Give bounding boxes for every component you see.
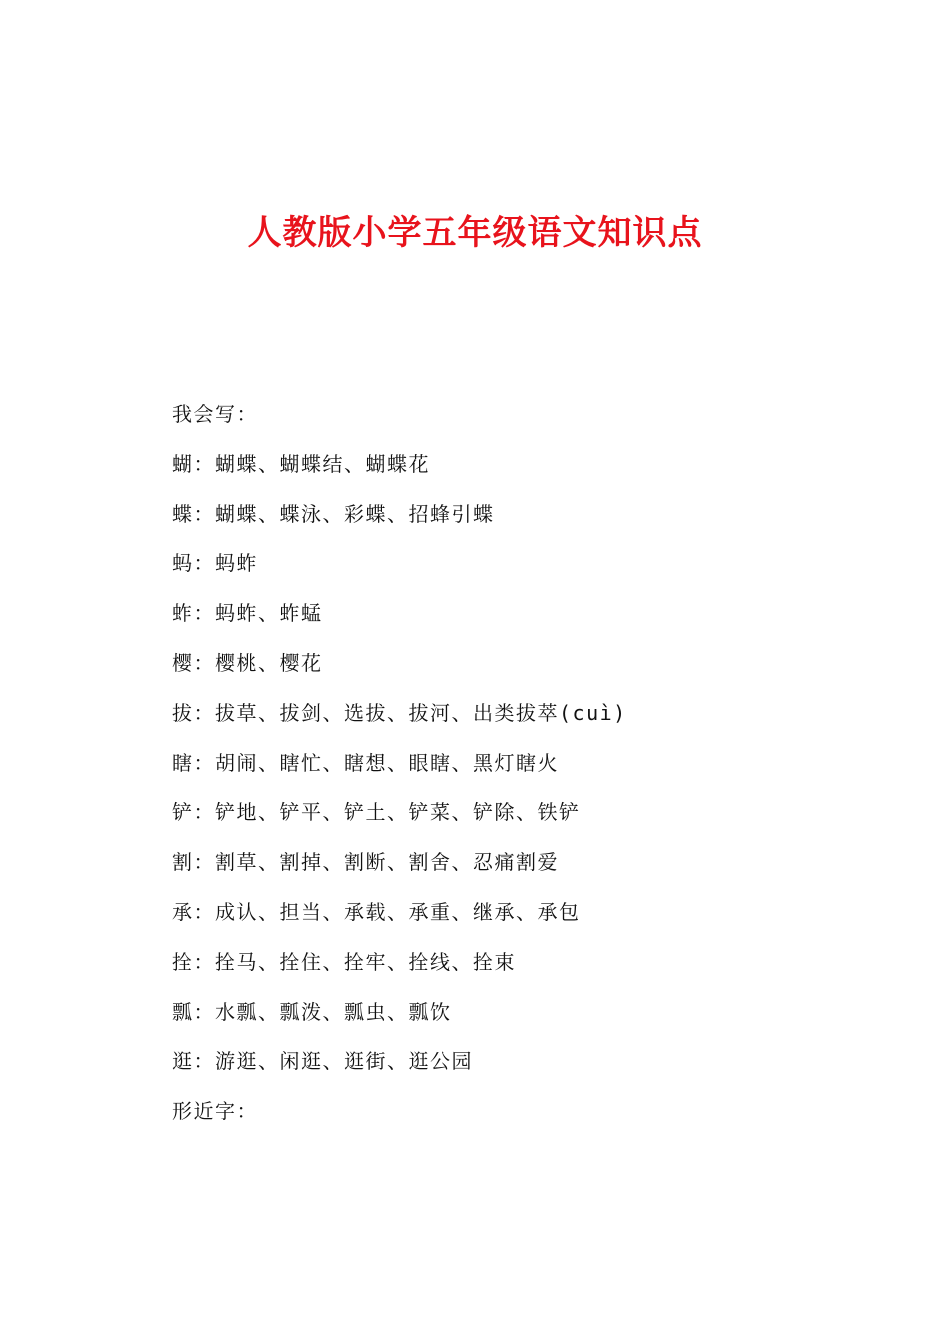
text-line: 瞎：胡闹、瞎忙、瞎想、眼瞎、黑灯瞎火 bbox=[172, 750, 559, 775]
text-line: 蝴：蝴蝶、蝴蝶结、蝴蝶花 bbox=[172, 451, 430, 476]
text-line: 蚱：蚂蚱、蚱蜢 bbox=[172, 601, 323, 626]
text-line: 拴：拴马、拴住、拴牢、拴线、拴束 bbox=[172, 949, 516, 974]
text-line: 蝶：蝴蝶、蝶泳、彩蝶、招蜂引蝶 bbox=[172, 501, 495, 526]
text-line: 樱：樱桃、樱花 bbox=[172, 650, 323, 675]
text-line: 承：成认、担当、承载、承重、继承、承包 bbox=[172, 899, 581, 924]
text-line: 瓢：水瓢、瓢泼、瓢虫、瓢饮 bbox=[172, 999, 452, 1024]
text-line: 逛：游逛、闲逛、逛街、逛公园 bbox=[172, 1049, 473, 1074]
text-line: 铲：铲地、铲平、铲土、铲菜、铲除、铁铲 bbox=[172, 800, 581, 825]
document-title: 人教版小学五年级语文知识点 bbox=[247, 213, 703, 253]
section-heading-write: 我会写： bbox=[172, 402, 258, 426]
text-line: 割：割草、割掉、割断、割舍、忍痛割爱 bbox=[172, 850, 559, 875]
text-line: 蚂：蚂蚱 bbox=[172, 551, 258, 576]
section-heading-similar-characters: 形近字： bbox=[172, 1099, 258, 1124]
text-line: 拔：拔草、拔剑、选拔、拔河、出类拔萃(cuì) bbox=[172, 700, 627, 725]
document-body bbox=[172, 392, 872, 1139]
